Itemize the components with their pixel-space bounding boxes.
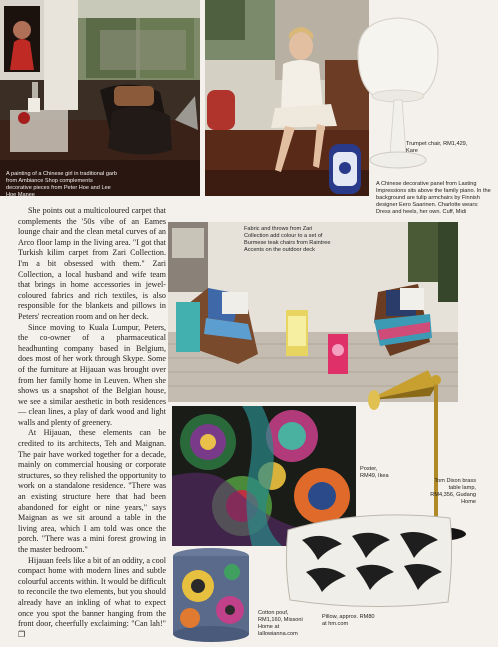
portrait-photo [205, 0, 369, 196]
article-paragraph: Hijauan feels like a bit of an oddity, a cool compact home with modern lines and subtle colourful accents within. It would be difficult to reconcile the two elements, but you should already have an inkling of what to expect once you spot the banner hanging from the front door, cheerfully exclaiming: "Can lah!" ❐ [18, 555, 167, 639]
cotton-pouf-caption: Cotton pouf, RM1,160, Missoni Home at lallowianna.com [258, 610, 303, 637]
outdoor-deck-caption: Fabric and throws from Zari Collection add colour to a set of Burmese teak chairs from Raintree Accents on the outdoor deck [244, 226, 331, 253]
poster-caption: Poster, RM49, Ikea [360, 466, 389, 479]
article-paragraph: At Hijauan, these elements can be credited to its architects, Teh and Maignan. The pair have worked together for a decade, mainly on commercial housing or corporate structures, so they relished the opportunity to work on a standalone residence. "There was an existing structure here that had been abandoned for eight or nine years," says Maignan as we sit around a table in the living area, which I am told was once the porch. "There was a mini forest growing in the master bedroom." [18, 428, 166, 554]
pillow-caption: Pillow, approx. RM80 at hm.com [322, 614, 375, 627]
pillow-image [282, 500, 458, 612]
table-lamp-caption: Tom Dixon brass table lamp, RM4,356, Gudang Home [430, 478, 476, 505]
trumpet-chair-caption: Trumpet chair, RM1,429, Kare [406, 141, 468, 154]
chinese-panel-caption: A Chinese decorative panel from Lasting Impressions sits above the family piano. In the background are tulip armchairs by Finnish designer Eero Saarinen. Charlotte wears: Dress and heels, her own. Cuff, Midi [376, 181, 491, 215]
article-paragraph: She points out a multicoloured carpet that complements the '50s vibe of an Eames lounge chair and the clean metal curves of an Arco floor lamp in the living area. "I got that Turkish kilim carpet from Zari Collection. I'm a bit obsessed with them." Zari Collection, a local husband and wife team that brings in home accessories in jewel-coloured fabrics and rich textiles, is also responsible for the blankets and pillows in Peters' recreation room and on her deck. [18, 206, 166, 321]
cotton-pouf-image [168, 546, 254, 642]
article-body [18, 206, 166, 640]
lounge-caption: A painting of a Chinese girl in traditional garb from Ambiance Shop complements decorative pieces from Peter Hoe and Lee Hoe Manee [6, 171, 118, 198]
article-paragraph: Since moving to Kuala Lumpur, Peters, the co-owner of a pharmaceutical headhunting company based in Belgium, does most of her work through Skype. Some of the furniture at Hijauan was brought over from her family home in Leuven. When she shows us a snapshot of the Belgian house, we see a similar aesthetic in both residences — clean lines, a play of dark wood and light walls and plenty of greenery. [18, 322, 166, 427]
lounge-photo [0, 0, 200, 196]
